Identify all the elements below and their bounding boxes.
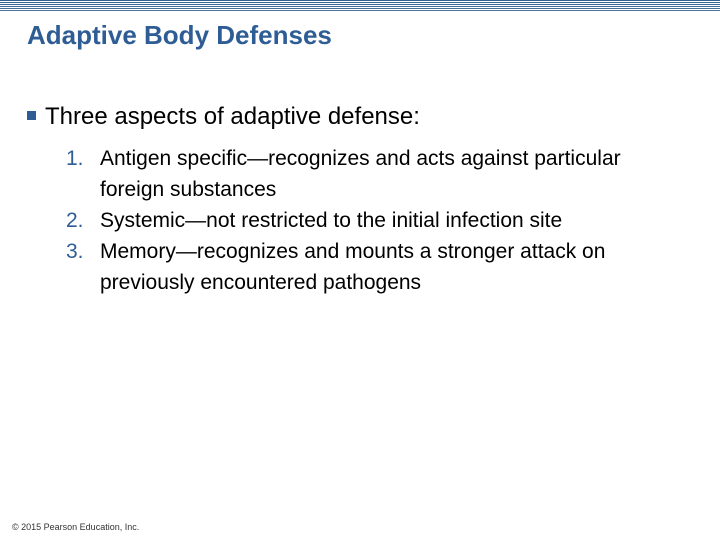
copyright-footer: © 2015 Pearson Education, Inc. [12, 522, 140, 532]
list-item-text: Memory—recognizes and mounts a stronger attack on previously encountered pathogens [100, 240, 606, 294]
numbered-list [27, 143, 707, 298]
list-item [27, 236, 707, 298]
list-item-text: Systemic—not restricted to the initial infection site [100, 209, 563, 232]
square-bullet-icon [27, 111, 36, 120]
list-item-number: 2. [66, 209, 84, 232]
bullet-text: Three aspects of adaptive defense: [45, 103, 420, 130]
header-stripe-fade [0, 0, 720, 12]
slide-title: Adaptive Body Defenses [27, 20, 332, 50]
list-item [27, 205, 707, 236]
slide-content [27, 101, 707, 298]
list-item-number: 1. [66, 147, 84, 170]
list-item-number: 3. [66, 240, 84, 263]
bullet-point [27, 101, 707, 133]
list-item [27, 143, 707, 205]
list-item-text: Antigen specific—recognizes and acts against particular foreign substances [100, 147, 621, 201]
